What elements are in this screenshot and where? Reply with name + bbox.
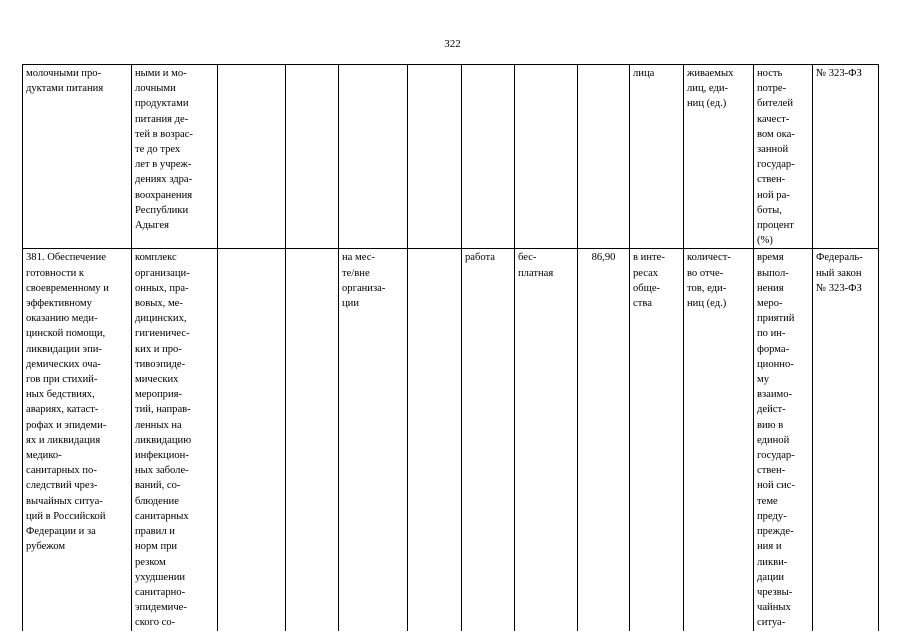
cell-quality-indicator: ность потре- бителей качест- вом ока- занной государ- ствен- ной ра- боты, процент (%) — [754, 65, 813, 249]
cell-payment — [515, 65, 578, 249]
cell-col6 — [408, 249, 462, 631]
cell-code — [578, 65, 630, 249]
cell-payment: бес- платная — [515, 249, 578, 631]
cell-col6 — [408, 65, 462, 249]
cell-col4 — [286, 65, 339, 249]
cell-service-content: комплекс организаци- онных, пра- вовых, ме- дицинских, гигиеничес- ких и про- тивоэпиде- мических мероприя- тий, направ- ленных на ликвидацию инфекцион- ных заболе- ваний, со- блюдение санитарных правил и норм при резком ухудшении санитарно- эпидемиче- ского со- — [132, 249, 218, 631]
table-row — [23, 249, 879, 631]
cell-quality-indicator: время выпол- нения меро- приятий по ин- форма- ционно- му взаимо- дейст- вию в единой государ- ствен- ной сис- теме преду- прежде- ния и ликви- дации чрезвы- чайных ситуа- — [754, 249, 813, 631]
cell-conditions: на мес- те/вне организа- ции — [339, 249, 408, 631]
cell-code: 86,90 — [578, 249, 630, 631]
cell-volume-indicator: количест- во отче- тов, еди- ниц (ед.) — [684, 249, 754, 631]
cell-col3 — [218, 65, 286, 249]
cell-col4 — [286, 249, 339, 631]
cell-col3 — [218, 249, 286, 631]
cell-legal-basis: Федераль- ный закон № 323-ФЗ — [813, 249, 879, 631]
cell-conditions — [339, 65, 408, 249]
cell-service-name: 381. Обеспечение готовности к своевременному и эффективному оказанию меди- цинской помощи, ликвидации эпи- демических оча- гов при стихий- ных бедствиях, авариях, катаст- рофах и эпидеми- ях и ликвидация медико- санитарных по- следствий чрез- вычайных ситуа- ций в Российской Федерации и за рубежом — [23, 249, 132, 631]
page-number: 322 — [444, 38, 461, 50]
table-row — [23, 65, 879, 249]
cell-service-name: молочными про- дуктами питания — [23, 65, 132, 249]
cell-volume-indicator: живаемых лиц, еди- ниц (ед.) — [684, 65, 754, 249]
cell-consumers: лица — [630, 65, 684, 249]
cell-type: работа — [462, 249, 515, 631]
registry-table — [22, 64, 879, 631]
cell-consumers: в инте- ресах обще- ства — [630, 249, 684, 631]
cell-type — [462, 65, 515, 249]
cell-legal-basis: № 323-ФЗ — [813, 65, 879, 249]
cell-service-content: ными и мо- лочными продуктами питания де- тей в возрас- те до трех лет в учреж- дениях здра- воохранения Республики Адыгея — [132, 65, 218, 249]
